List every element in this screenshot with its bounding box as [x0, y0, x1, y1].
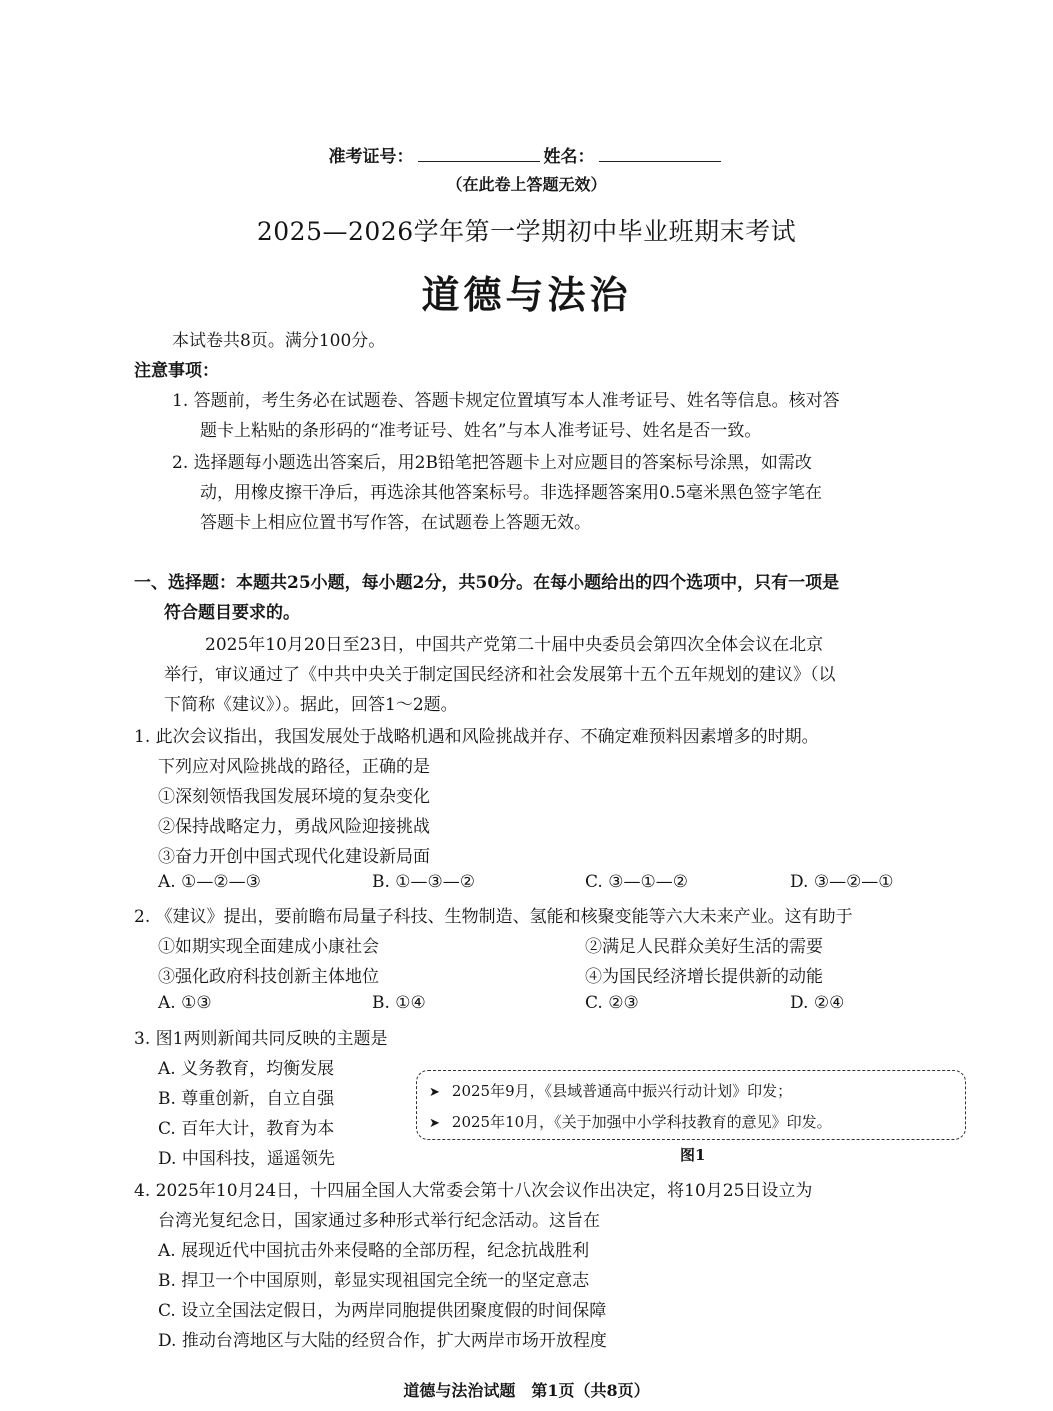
q4-option-d: D. 推动台湾地区与大陆的经贸合作，扩大两岸市场开放程度 — [158, 1331, 607, 1351]
subject-title: 道德与法治 — [421, 272, 632, 317]
exam-title: 2025—2026学年第一学期初中毕业班期末考试 — [256, 217, 797, 246]
q2-option-d: D. ②④ — [790, 993, 845, 1013]
note-1-line-1: 1. 答题前，考生务必在试题卷、答题卡规定位置填写本人准考证号、姓名等信息。核对答 — [172, 391, 840, 411]
arrow-bullet-icon: ➤ — [429, 1085, 440, 1100]
q2-item-3: ③强化政府科技创新主体地位 — [158, 967, 379, 987]
passage-line-1: 2025年10月20日至23日，中国共产党第二十届中央委员会第四次全体会议在北京 — [205, 635, 824, 655]
q4-stem-line-1: 4. 2025年10月24日，十四届全国人大常委会第十八次会议作出决定，将10月25日设立为 — [134, 1181, 813, 1201]
q4-option-a: A. 展现近代中国抗击外来侵略的全部历程，纪念抗战胜利 — [158, 1241, 590, 1261]
note-2-line-1: 2. 选择题每小题选出答案后，用2B铅笔把答题卡上对应题目的答案标号涂黑，如需改 — [172, 453, 812, 473]
q2-item-2: ②满足人民群众美好生活的需要 — [585, 937, 823, 957]
q2-option-c: C. ②③ — [585, 993, 639, 1013]
q4-option-b: B. 捍卫一个中国原则，彰显实现祖国完全统一的坚定意志 — [158, 1271, 590, 1291]
candidate-info-line — [0, 142, 1053, 167]
name-label: 姓名： — [543, 147, 595, 167]
arrow-bullet-icon: ➤ — [429, 1116, 440, 1131]
q4-option-c: C. 设立全国法定假日，为两岸同胞提供团聚度假的时间保障 — [158, 1301, 607, 1321]
note-2-line-2: 动，用橡皮擦干净后，再选涂其他答案标号。非选择题答案用0.5毫米黑色签字笔在 — [200, 483, 823, 503]
figure-1-news-box — [416, 1070, 966, 1140]
q1-item-2: ②保持战略定力，勇战风险迎接挑战 — [158, 817, 430, 837]
section1-heading-line-1: 一、选择题：本题共25小题，每小题2分，共50分。在每小题给出的四个选项中，只有一项是 — [134, 573, 840, 593]
q2-stem: 2. 《建议》提出，要前瞻布局量子科技、生物制造、氢能和核聚变能等六大未来产业。这有助于 — [134, 907, 853, 927]
note-2-line-3: 答题卡上相应位置书写作答，在试题卷上答题无效。 — [200, 513, 591, 533]
section1-heading-line-2: 符合题目要求的。 — [164, 603, 300, 623]
q3-option-c: C. 百年大计，教育为本 — [158, 1119, 335, 1139]
page-footer: 道德与法治试题 第1页（共8页） — [403, 1381, 650, 1400]
note-1-line-2: 题卡上粘贴的条形码的“准考证号、姓名”与本人准考证号、姓名是否一致。 — [200, 421, 762, 441]
q1-item-3: ③奋力开创中国式现代化建设新局面 — [158, 847, 430, 867]
news-item-1 — [429, 1080, 792, 1101]
exam-id-blank — [418, 147, 540, 162]
exam-id-label: 准考证号： — [328, 147, 414, 167]
q1-item-1: ①深刻领悟我国发展环境的复杂变化 — [158, 787, 430, 807]
q4-stem-line-2: 台湾光复纪念日，国家通过多种形式举行纪念活动。这旨在 — [158, 1211, 600, 1231]
news-item-2 — [429, 1111, 832, 1132]
news-item-1-text: 2025年9月，《县域普通高中振兴行动计划》印发； — [451, 1082, 793, 1100]
news-item-2-text: 2025年10月，《关于加强中小学科技教育的意见》印发。 — [451, 1113, 832, 1131]
q2-option-a: A. ①③ — [158, 993, 212, 1013]
q2-item-4: ④为国民经济增长提供新的动能 — [585, 967, 823, 987]
pages-score: 本试卷共8页。满分100分。 — [172, 331, 386, 351]
q2-option-b: B. ①④ — [372, 993, 426, 1013]
q1-option-d: D. ③—②—① — [790, 872, 894, 892]
figure-1-label: 图1 — [680, 1146, 706, 1164]
passage-line-3: 下简称《建议》）。据此，回答1～2题。 — [164, 695, 458, 715]
q3-stem: 3. 图1两则新闻共同反映的主题是 — [134, 1029, 388, 1049]
q1-stem-line-2: 下列应对风险挑战的路径，正确的是 — [158, 757, 430, 777]
name-blank — [599, 147, 721, 162]
q1-stem-line-1: 1. 此次会议指出，我国发展处于战略机遇和风险挑战并存、不确定难预料因素增多的时期。 — [134, 727, 819, 747]
q3-option-b: B. 尊重创新，自立自强 — [158, 1089, 335, 1109]
notes-title: 注意事项： — [134, 361, 219, 381]
q2-item-1: ①如期实现全面建成小康社会 — [158, 937, 379, 957]
q3-option-a: A. 义务教育，均衡发展 — [158, 1059, 335, 1079]
passage-line-2: 举行，审议通过了《中共中央关于制定国民经济和社会发展第十五个五年规划的建议》（以 — [164, 665, 836, 685]
q3-option-d: D. 中国科技，遥遥领先 — [158, 1149, 335, 1169]
invalid-answer-notice: （在此卷上答题无效） — [446, 175, 607, 194]
q1-option-b: B. ①—③—② — [372, 872, 476, 892]
q1-option-c: C. ③—①—② — [585, 872, 688, 892]
q1-option-a: A. ①—②—③ — [158, 872, 261, 892]
